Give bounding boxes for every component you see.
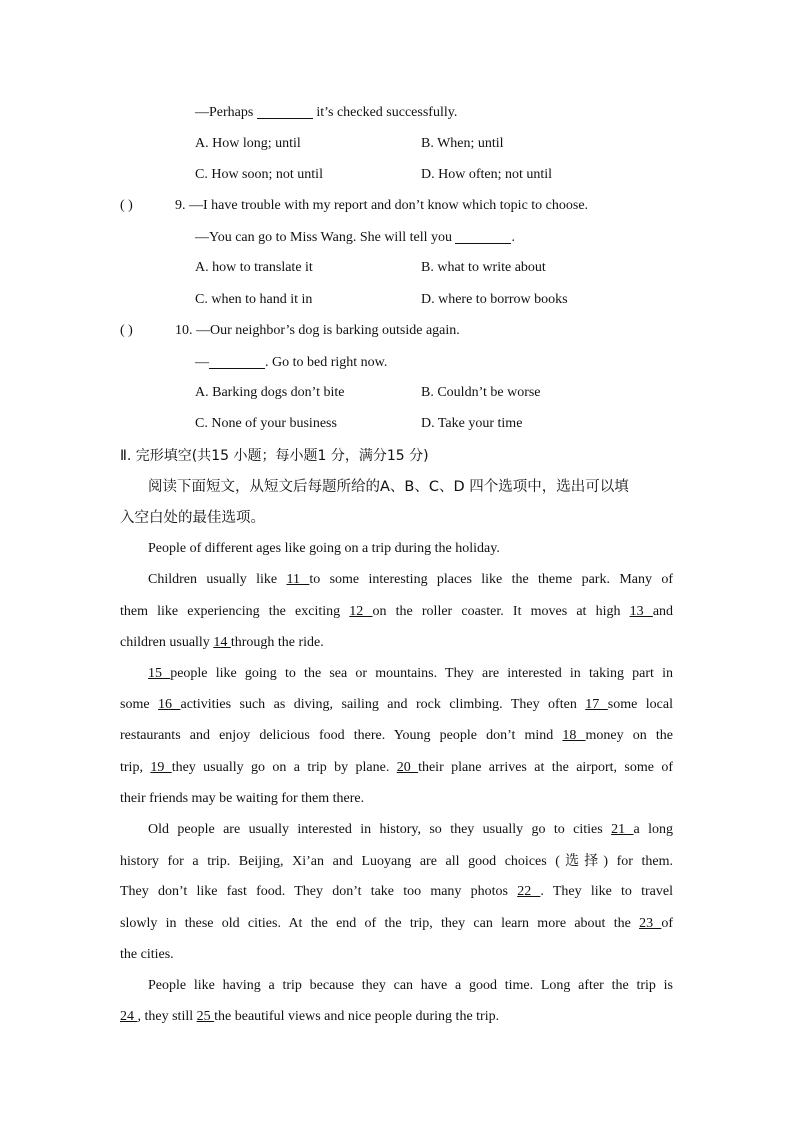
passage-paragraph-1: People of different ages like going on a trip during the holiday. xyxy=(148,541,500,556)
passage-line: some 16 activities such as diving, sailing and rock climbing. They often 17 some local xyxy=(120,697,673,712)
passage-line: slowly in these old cities. At the end of the trip, they can learn more about the 23 of xyxy=(120,916,673,931)
section-heading: Ⅱ. 完形填空(共15 小题；每小题1 分，满分15 分) xyxy=(120,448,429,464)
passage-line: 24 , they still 25 the beautiful views and nice people during the trip. xyxy=(120,1009,500,1024)
q9-answer-bracket[interactable]: ( ) xyxy=(120,198,133,213)
q8-option-d[interactable]: D. How often; not until xyxy=(421,167,553,182)
passage-line: Old people are usually interested in history, so they usually go to cities 21 a long xyxy=(148,822,673,837)
passage-line: They don’t like fast food. They don’t take too many photos 22 . They like to travel xyxy=(120,884,674,899)
q8-reply: —Perhaps it’s checked successfully. xyxy=(195,105,458,120)
passage-line: trip, 19 they usually go on a trip by plane. 20 their plane arrives at the airport, some of xyxy=(120,760,673,775)
blank-16[interactable]: 16 xyxy=(158,697,181,712)
q9-option-b[interactable]: B. what to write about xyxy=(421,260,546,275)
blank-20[interactable]: 20 xyxy=(396,760,419,775)
blank-17[interactable]: 17 xyxy=(585,697,608,712)
passage-line: restaurants and enjoy delicious food there. Young people don’t mind 18 money on the xyxy=(120,728,673,743)
section-instruction: 阅读下面短文，从短文后每题所给的A、B、C、D 四个选项中，选出可以填 xyxy=(148,479,629,495)
passage-line: the cities. xyxy=(120,947,174,962)
q8-option-c[interactable]: C. How soon; not until xyxy=(195,167,323,182)
blank-11[interactable]: 11 xyxy=(286,572,310,587)
passage-line: People like having a trip because they can have a good time. Long after the trip is xyxy=(148,978,673,993)
blank-12[interactable]: 12 xyxy=(349,604,373,619)
answer-blank[interactable] xyxy=(455,229,511,244)
passage-line: children usually 14 through the ride. xyxy=(120,635,324,650)
q9-option-c[interactable]: C. when to hand it in xyxy=(195,292,313,307)
blank-18[interactable]: 18 xyxy=(562,728,586,743)
q9-option-a[interactable]: A. how to translate it xyxy=(195,260,313,275)
q10-stem: 10. —Our neighbor’s dog is barking outside again. xyxy=(175,323,460,338)
q10-option-c[interactable]: C. None of your business xyxy=(195,416,337,431)
passage-line: them like experiencing the exciting 12 on the roller coaster. It moves at high 13 and xyxy=(120,604,674,619)
passage-line: 15 people like going to the sea or mountains. They are interested in taking part in xyxy=(148,666,674,681)
chinese-gloss: 选择 xyxy=(559,853,604,869)
q10-option-a[interactable]: A. Barking dogs don’t bite xyxy=(195,385,345,400)
q10-option-d[interactable]: D. Take your time xyxy=(421,416,523,431)
blank-13[interactable]: 13 xyxy=(629,604,653,619)
q10-reply: — . Go to bed right now. xyxy=(195,355,388,370)
q9-option-d[interactable]: D. where to borrow books xyxy=(421,292,568,307)
q10-answer-bracket[interactable]: ( ) xyxy=(120,323,133,338)
blank-14[interactable]: 14 xyxy=(213,635,231,650)
q9-stem: 9. —I have trouble with my report and don’t know which topic to choose. xyxy=(175,198,589,213)
section-instruction-cont: 入空白处的最佳选项。 xyxy=(120,510,265,526)
q10-option-b[interactable]: B. Couldn’t be worse xyxy=(421,385,541,400)
answer-blank[interactable] xyxy=(257,104,313,119)
passage-line: Children usually like 11 to some interesting places like the theme park. Many of xyxy=(148,572,673,587)
blank-23[interactable]: 23 xyxy=(639,916,662,931)
q8-option-a[interactable]: A. How long; until xyxy=(195,136,301,151)
answer-blank[interactable] xyxy=(209,354,265,369)
blank-15[interactable]: 15 xyxy=(148,666,171,681)
blank-19[interactable]: 19 xyxy=(150,760,172,775)
passage-line: their friends may be waiting for them there. xyxy=(120,791,365,806)
blank-24[interactable]: 24 xyxy=(120,1009,138,1024)
blank-21[interactable]: 21 xyxy=(611,822,634,837)
q9-reply: —You can go to Miss Wang. She will tell you . xyxy=(195,230,515,245)
blank-25[interactable]: 25 xyxy=(196,1009,215,1024)
q8-option-b[interactable]: B. When; until xyxy=(421,136,504,151)
blank-22[interactable]: 22 xyxy=(517,884,541,899)
passage-line: history for a trip. Beijing, Xi’an and Luoyang are all good choices (选择) for them. xyxy=(120,853,674,869)
